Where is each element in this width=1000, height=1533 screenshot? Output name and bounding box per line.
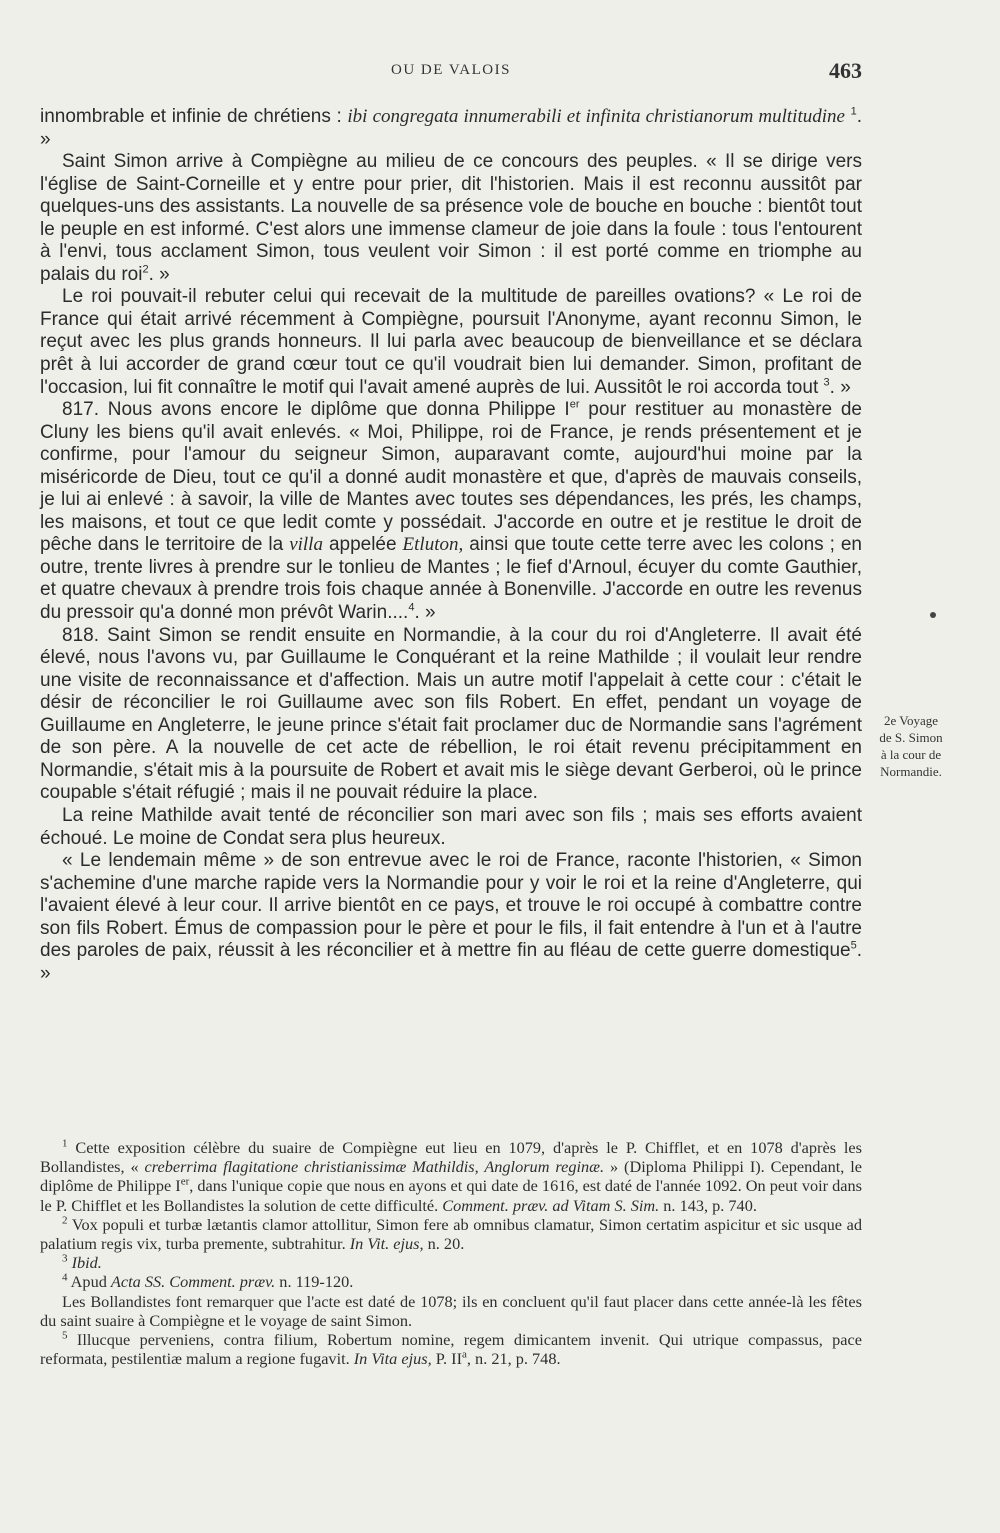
footnote-reference: In Vit. ejus, — [349, 1234, 424, 1254]
paragraph-817 — [40, 399, 862, 624]
footnote-text: Illucque perveniens, contra filium, Robertum nomine, regem dimicantem invenit. Qui utrique compassus, pace reformata, pestilentiæ malum a regione fugavit. — [40, 1330, 862, 1369]
footnote-number: 1 — [62, 1137, 68, 1150]
paragraph-text: . » — [829, 376, 851, 398]
footnote-reference: In Vita ejus, — [353, 1349, 432, 1369]
ink-speck — [930, 612, 936, 618]
paragraph-text: pour restituer au monastère de Cluny les biens qu'il avait enlevés. « Moi, Philippe, roi de France, je rends présentement et je confirme, pour l'amour du seigneur Simon, auparavant comte, aujourd'hui moine par la miséricorde de Dieu, tout ce qu'il a donné audit monastère et que, d'après de mauvais conseils, je lui ai enlevé : à savoir, la ville de Mantes avec toutes ses dépendances, les prés, les champs, les maisons, et tout ce que ledit comte y possédait. J'accorde en outre et je restitue le droit de pêche dans le territoire de la — [40, 399, 862, 556]
footnote-text: Apud — [67, 1272, 111, 1292]
margin-note-line: 2e Voyage — [883, 713, 939, 728]
paragraph-text: Saint Simon arrive à Compiègne au milieu de ce concours des peuples. « Il se dirige vers l'église de Saint-Corneille et y entre pour prier, dit l'historien. Mais il est reconnu aussitôt par quelques-uns des assistants. La nouvelle de sa présence vole de bouche en bouche : bientôt tout le peuple en est informé. C'est alors une immense clameur de joie dans la foule : tous l'entourent à l'envi, tous acclament Simon, tous veulent voir Simon : il est porté comme en triomphe au palais du roi — [40, 151, 862, 285]
paragraph-text: . » — [40, 106, 862, 150]
paragraph-text: innombrable et infinie de chrétiens : — [40, 106, 348, 127]
paragraph-lendemain — [40, 850, 862, 985]
paragraph-818: 818. Saint Simon se rendit ensuite en Normandie, à la cour du roi d'Angleterre. Il avait été élevé, nous l'avons vu, par Guillaume le Conquérant et la reine Mathilde ; il voulait leur rendre une visite de reconnaissance et d'affection. Mais un autre motif l'appelait à cette cour : c'était le désir de réconcilier le roi Guillaume avec son fils Robert. En effet, pendant un voyage de Guillaume en Angleterre, le jeune prince s'était fait proclamer duc de Normandie sans l'agrément de son père. A la nouvelle de cet acte de rébellion, le roi était revenu précipitamment en Normandie, s'était mis à la poursuite de Robert et avait mis le siège devant Gerberoi, où le prince coupable s'était réfugié ; mais il ne pouvait réduire la place. — [40, 624, 862, 804]
footnote-number: 5 — [62, 1329, 68, 1342]
margin-note — [864, 712, 958, 780]
footnote-number: 4 — [62, 1272, 68, 1284]
footnote-reference: Ibid. — [71, 1253, 102, 1273]
latin-quote: ibi congregata innumerabili et infinita christianorum multitudine — [347, 106, 845, 127]
paragraph-text: ainsi que toute cette terre avec les colons ; en outre, trente livres à prendre sur le tonlieu de Mantes ; le fief d'Arnoul, écuyer du comte Gauthier, et quatre chevaux à prendre trois fois chaque année à Bonenville. J'accorde en outre les revenus du pressoir qu'a donné mon prévôt Warin.... — [40, 534, 862, 624]
footnote-4 — [40, 1272, 862, 1291]
footnote-text: Vox populi et turbæ lætantis clamor attollitur, Simon fere ab omnibus clamatur, Simon certatim aspicitur et sic usque ad palatium regis vix, turba premente, subtrahitur. — [40, 1214, 862, 1254]
footnote-text: n. 20. — [423, 1234, 465, 1254]
footnote-1 — [40, 1138, 862, 1215]
running-title: OU DE VALOIS — [391, 62, 511, 78]
footnote-text: , n. 21, p. 748. — [466, 1349, 561, 1369]
margin-note-line: à la cour de — [880, 747, 942, 762]
body-text — [40, 106, 862, 985]
footnote-reference: Acta SS. Comment. præv. — [110, 1272, 276, 1292]
paragraph-text: 817. Nous avons encore le diplôme que donna Philippe I — [62, 399, 570, 421]
paragraph-text: Le roi pouvait-il rebuter celui qui recevait de la multitude de pareilles ovations? « Le roi de France qui était arrivé récemment à Compiègne, poursuit l'Anonyme, ayant reconnu Simon, le reçut avec les plus grands honneurs. Il lui parla avec beaucoup de bienveillance et se déclara prêt à lui accorder de grand cœur tout ce qu'il voudrait bien lui demander. Simon, profitant de l'occasion, lui fit connaître le motif qui l'avait amené auprès de lui. Aussitôt le roi accorda tout — [40, 286, 862, 398]
footnote-4-continued: Les Bollandistes font remarquer que l'acte est daté de 1078; ils en concluent qu'il faut placer dans cette année-là les fêtes du saint suaire à Compiègne et le voyage de saint Simon. — [40, 1291, 862, 1330]
page-header — [40, 58, 862, 92]
footnote-latin: creberrima flagitatione christianissimæ Mathildis, Anglorum reginæ. — [144, 1157, 605, 1177]
paragraph-2 — [40, 151, 862, 286]
footnotes — [40, 1138, 862, 1368]
footnote-superscript: a — [462, 1348, 467, 1361]
paragraph-text: . » — [148, 263, 170, 285]
footnote-ref-2[interactable]: 2 — [142, 263, 149, 276]
place-name: Etluton, — [402, 534, 464, 556]
footnote-number: 3 — [62, 1252, 68, 1265]
paragraph-3 — [40, 286, 862, 399]
latin-term: villa — [289, 534, 323, 556]
paragraph-reine-mathilde: La reine Mathilde avait tenté de réconcilier son mari avec son fils ; mais ses efforts avaient échoué. Le moine de Condat sera plus heureux. — [40, 804, 862, 849]
ordinal-superscript: er — [180, 1175, 190, 1188]
footnote-text: » (Diploma Philippi I). Cependant, le diplôme de Philippe I — [40, 1157, 863, 1196]
footnote-text: n. 119-120. — [275, 1272, 354, 1292]
paragraph-1 — [40, 106, 862, 151]
footnote-2 — [40, 1215, 862, 1253]
footnote-text: , dans l'unique copie que nous en ayons et qui date de 1616, est daté de l'année 1092. On peut voir dans le P. Chifflet et les Bollandistes la solution de cette difficulté. — [40, 1176, 862, 1215]
footnote-5 — [40, 1330, 862, 1368]
paragraph-text: « Le lendemain même » de son entrevue avec le roi de France, raconte l'historien, « Simon s'achemine d'une marche rapide vers la Normandie pour y voir le roi et la reine d'Angleterre, qui l'avaient élevé à leur cour. Il arrive bientôt en ce pays, et trouve le roi occupé à combattre contre son fils Robert. Émus de compassion pour le père et pour le fils, il fait entendre à l'un et à l'autre des paroles de paix, réussit à les réconcilier et à mettre fin au fléau de cette guerre domestique — [40, 850, 862, 962]
footnote-ref-5[interactable]: 5 — [850, 939, 857, 952]
footnote-reference: Comment. præv. ad Vitam S. Sim. — [442, 1195, 660, 1215]
ordinal-superscript: er — [569, 398, 580, 411]
footnote-ref-4[interactable]: 4 — [408, 601, 415, 614]
margin-note-line: Normandie. — [880, 764, 942, 779]
footnote-text: n. 143, p. 740. — [659, 1195, 757, 1215]
paragraph-text: appelée — [322, 534, 403, 556]
paragraph-text: . » — [40, 940, 862, 984]
margin-note-line: de S. Simon — [879, 730, 943, 745]
footnote-ref-1[interactable]: 1 — [850, 105, 857, 118]
page-number: 463 — [829, 58, 862, 83]
footnote-number: 2 — [62, 1214, 68, 1227]
footnote-ref-3[interactable]: 3 — [823, 376, 830, 389]
footnote-text: Cette exposition célèbre du suaire de Compiègne eut lieu en 1079, d'après le P. Chifflet, et en 1078 d'après les Bollandistes, « — [40, 1138, 862, 1177]
footnote-text: P. II — [431, 1349, 463, 1369]
paragraph-text: . » — [414, 602, 436, 624]
footnote-3 — [40, 1253, 862, 1272]
